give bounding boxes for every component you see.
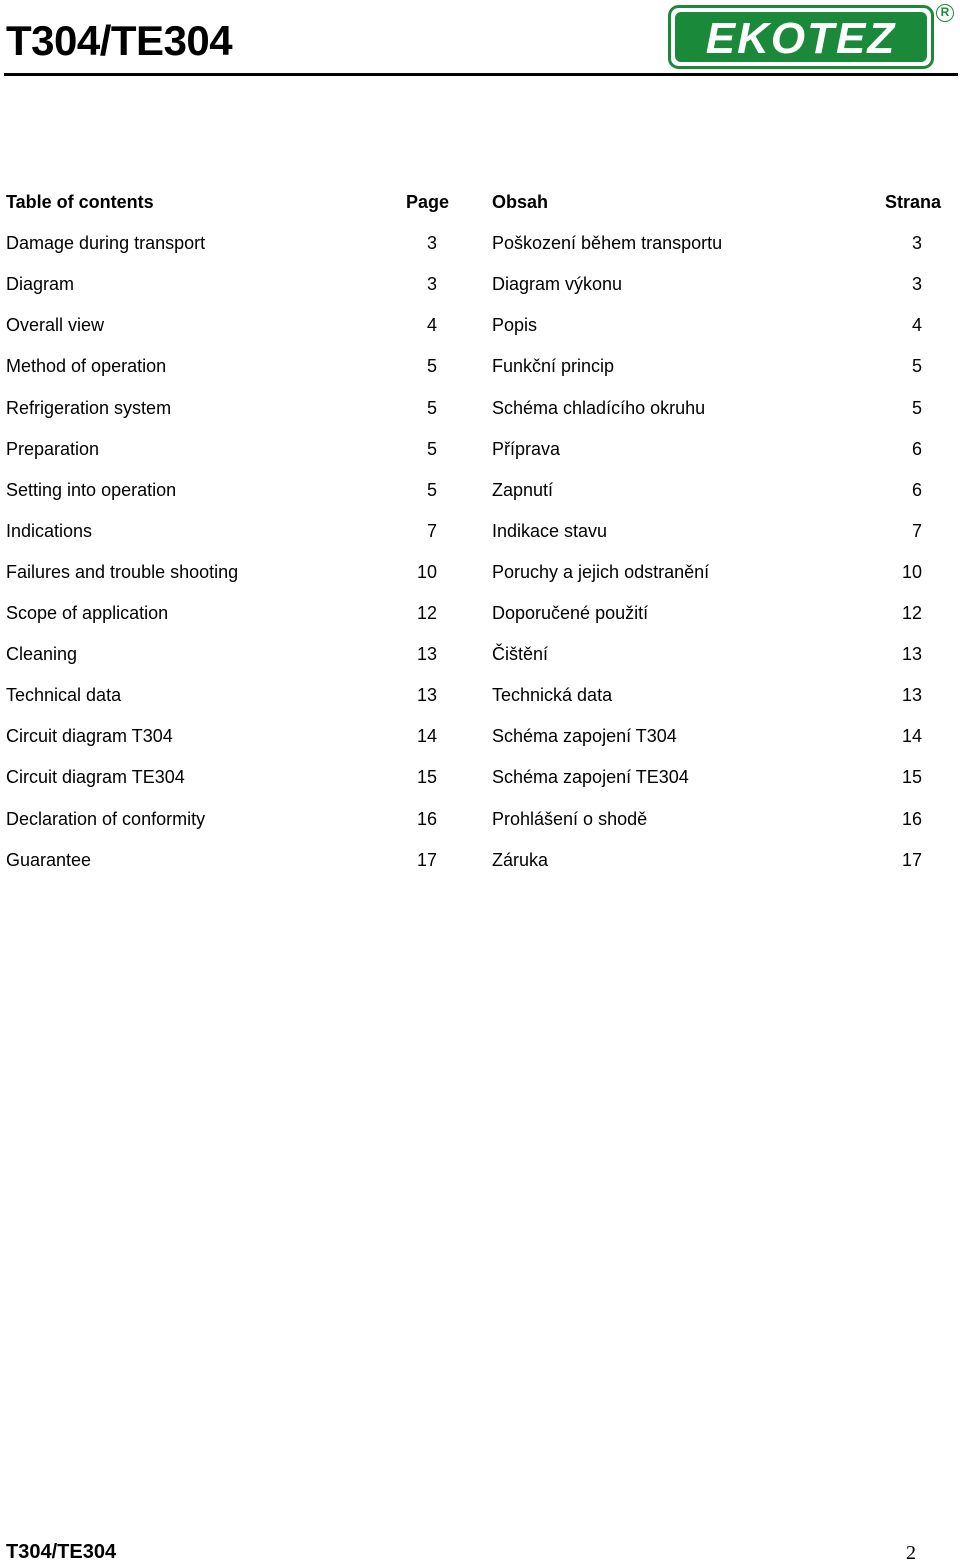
registered-mark: R [936,4,954,22]
toc-entry-label: Circuit diagram TE304 [6,767,185,788]
toc-entry-label: Čištění [492,644,549,665]
toc-entry-page: 13 [417,685,438,706]
logo-text: EKOTEZ [705,14,897,63]
toc-entry-page: 10 [417,561,438,582]
toc-entry-page: 10 [902,561,923,582]
toc-entry-label: Method of operation [6,356,167,377]
toc-entry-page: 16 [417,808,438,829]
toc-entry-label: Technická data [492,685,613,706]
toc-entry-label: Cleaning [6,644,78,665]
toc-entry-label: Popis [492,315,538,336]
toc-entry-label: Preparation [6,438,100,459]
toc-entry-page: 12 [417,603,438,623]
toc-entry-label: Schéma zapojení TE304 [492,767,689,788]
toc-entry-page: 3 [427,274,438,295]
header-rule [4,73,958,76]
toc-entry-label: Technical data [6,685,122,706]
toc-heading: Table of contents [6,192,154,212]
toc-entry-label: Declaration of conformity [6,808,206,829]
toc-entry-label: Schéma zapojení T304 [492,726,677,747]
toc-entry-page: 17 [417,849,438,870]
toc-entry-label: Zapnutí [492,479,554,500]
toc-entry-page: 13 [902,685,923,706]
toc-entry-label: Prohlášení o shodě [492,808,648,829]
toc-entry-label: Circuit diagram T304 [6,726,173,747]
toc-entry-page: 5 [912,397,923,418]
toc-entry-page: 7 [427,520,438,541]
toc-entry-label: Refrigeration system [6,397,172,418]
toc-entry-page: 13 [902,644,923,665]
document-title: T304/TE304 [6,17,233,64]
toc-entry-page: 5 [427,356,438,377]
toc-entry-page: 14 [417,726,438,747]
toc-entry-label: Příprava [492,438,561,459]
toc-entry-page: 12 [902,603,923,623]
toc-entry-page: 3 [912,233,923,254]
toc-entry-label: Funkční princip [492,356,615,377]
toc-entry-label: Diagram [6,274,75,295]
toc-entry-label: Doporučené použití [492,603,649,623]
toc-entry-label: Failures and trouble shooting [6,561,239,582]
toc-entry-label: Poruchy a jejich odstranění [492,561,710,582]
toc-page-heading: Page [406,192,450,212]
toc-entry-label: Overall view [6,315,105,336]
ekotez-logo [668,5,934,69]
toc-page-heading: Strana [885,192,942,212]
toc-entry-page: 16 [902,808,923,829]
toc-entry-page: 5 [427,438,438,459]
toc-entry-page: 6 [912,479,923,500]
toc-entry-label: Setting into operation [6,479,177,500]
toc-entry-page: 4 [912,315,923,336]
footer-page-number: 2 [906,1542,916,1564]
toc-entry-page: 14 [902,726,923,747]
toc-entry-page: 5 [427,479,438,500]
toc-entry-label: Záruka [492,849,549,870]
toc-entry-page: 5 [912,356,923,377]
toc-entry-label: Damage during transport [6,233,206,254]
toc-entry-page: 5 [427,397,438,418]
toc-entry-label: Poškození během transportu [492,233,723,254]
toc-entry-label: Scope of application [6,603,169,623]
toc-entry-label: Schéma chladícího okruhu [492,397,706,418]
toc-entry-page: 3 [912,274,923,295]
toc-heading: Obsah [492,192,549,212]
toc-entry-page: 17 [902,849,923,870]
toc-entry-page: 3 [427,233,438,254]
toc-entry-page: 4 [427,315,438,336]
toc-entry-page: 13 [417,644,438,665]
toc-entry-page: 15 [902,767,923,788]
toc-entry-label: Indications [6,520,93,541]
footer-title: T304/TE304 [6,1541,117,1563]
toc-entry-label: Guarantee [6,849,92,870]
toc-entry-label: Indikace stavu [492,520,608,541]
toc-entry-page: 7 [912,520,923,541]
toc-entry-page: 15 [417,767,438,788]
toc-entry-label: Diagram výkonu [492,274,623,295]
toc-entry-page: 6 [912,438,923,459]
